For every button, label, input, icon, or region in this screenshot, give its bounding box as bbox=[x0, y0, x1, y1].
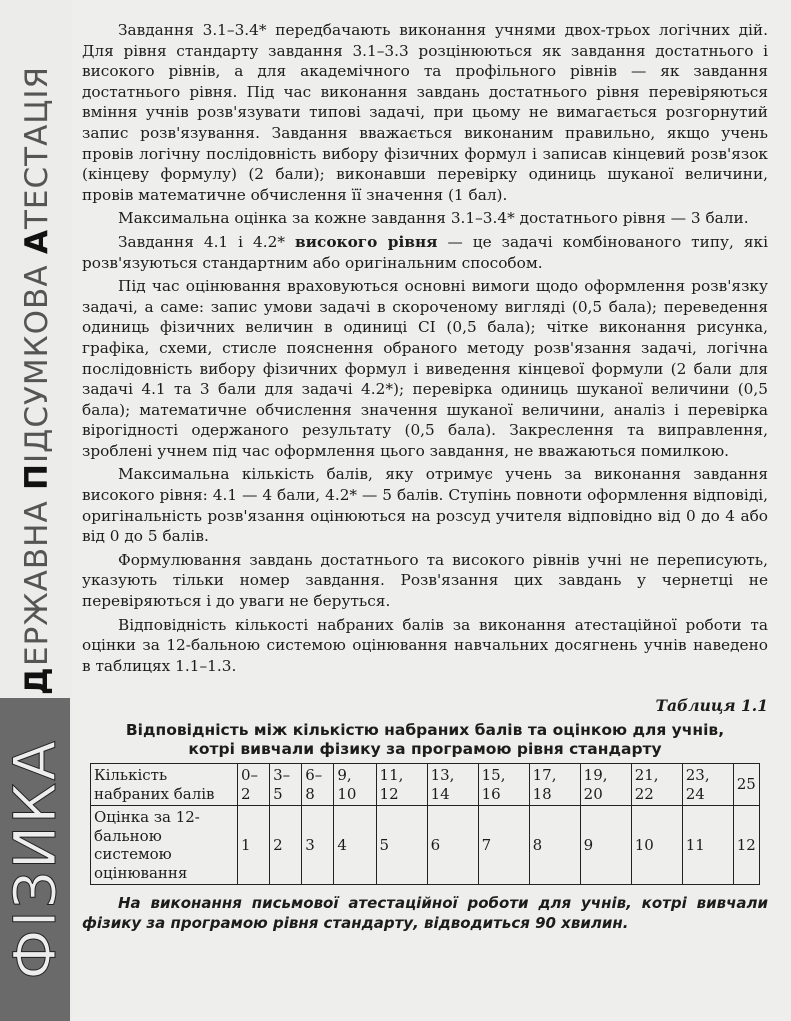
table-row-grade bbox=[91, 806, 760, 885]
table-cell: 9, 10 bbox=[334, 764, 376, 806]
paragraph-7: Відповідність кількості набраних балів за виконання атестаційної роботи та оцінки за 12-бальною системою оцінювання навчальних досягнень учнів наведено в таблицях 1.1–1.3. bbox=[82, 615, 768, 675]
page-content bbox=[82, 20, 768, 933]
table-title bbox=[82, 721, 768, 759]
table-cell: 15, 16 bbox=[478, 764, 529, 806]
table-cell: 11 bbox=[682, 806, 733, 885]
table-cell: 13, 14 bbox=[427, 764, 478, 806]
table-title-line-2: котрі вивчали фізику за програмою рівня стандарту bbox=[188, 740, 662, 758]
table-cell: 8 bbox=[529, 806, 580, 885]
paragraph-4: Під час оцінювання враховуються основні вимоги щодо оформлення розв'язку задачі, а саме: запис умови задачі в скороченому вигляді (0,5 бала); переведення одиниць фізичних величин в одиниці СІ (0,5 бала); чітке виконання рисунка, графіка, схеми, стисле пояснення обраного методу розв'язання задачі, логічна послідовність вибору фізичних формул і виведення кінцевої формули (2 бали для задачі 4.1 та 3 бали для задачі 4.2*); перевірка одиниць шуканої величини (0,5 бала); математичне обчислення значення шуканої величини, аналіз і перевірка вірогідності одержаного результату (0,5 бала). Закреслення та виправлення, зроблені учнем під час оформлення цього завдання, не вважаються помилкою. bbox=[82, 277, 768, 460]
table-cell: 7 bbox=[478, 806, 529, 885]
row-header-points: Кількість набраних балів bbox=[91, 764, 238, 806]
table-cell: 6–8 bbox=[302, 764, 334, 806]
table-cell: 23, 24 bbox=[682, 764, 733, 806]
time-note: На виконання письмової атестаційної роботи для учнів, котрі вивчали фізику за програмою рівня стандарту, відводиться 90 хвилин. bbox=[82, 894, 768, 932]
table-cell: 17, 18 bbox=[529, 764, 580, 806]
sidebar bbox=[0, 0, 72, 1021]
table-cell: 21, 22 bbox=[631, 764, 682, 806]
table-row-points bbox=[91, 764, 760, 806]
table-cell: 11, 12 bbox=[376, 764, 427, 806]
paragraph-3 bbox=[82, 232, 768, 273]
series-title bbox=[4, 0, 70, 695]
paragraph-3-start: Завдання 4.1 і 4.2* bbox=[118, 232, 296, 251]
table-title-line-1: Відповідність між кількістю набраних балів та оцінкою для учнів, bbox=[125, 721, 725, 739]
paragraph-1: Завдання 3.1–3.4* передбачають виконання учнями двох-трьох логічних дій. Для рівня стандарту завдання 3.1–3.3 розцінюються як завдання достатнього і високого рівнів, а для академічного та профільного рівнів — як завдання достатнього рівня. Під час виконання завдань достатнього рівня перевіряються вміння учнів розв'язувати типові задачі, при цьому не вимагається розгорнутий запис розв'язування. Завдання вважається виконаним правильно, якщо учень провів логічну послідовність вибору фізичних формул і записав кінцевий розв'язок (кінцеву формулу) (2 бали); виконавши перевірку одиниць шуканої величини, провів математичне обчислення її значення (1 бал). bbox=[82, 21, 768, 204]
table-caption: Таблиця 1.1 bbox=[655, 696, 768, 716]
subject-label: ФІЗИКА bbox=[1, 739, 69, 980]
table-cell: 12 bbox=[733, 806, 759, 885]
paragraph-5: Максимальна кількість балів, яку отримує учень за виконання завдання високого рівня: 4.1 — 4 бали, 4.2* — 5 балів. Ступінь повноти оформлення відповіді, оригінальність розв'язання оцінюються на розсуд учителя відповідно від 0 до 4 або від 0 до 5 балів. bbox=[82, 465, 768, 546]
table-cell: 10 bbox=[631, 806, 682, 885]
table-cell: 5 bbox=[376, 806, 427, 885]
paragraph-3-end: — це задачі комбінованого типу, які розв'язуються стандартним або оригінальним способом. bbox=[82, 232, 768, 272]
paragraph-3-bold: високого рівня bbox=[295, 232, 438, 251]
table-cell: 4 bbox=[334, 806, 376, 885]
series-title-cap-1: Д bbox=[19, 666, 55, 695]
table-cell: 19, 20 bbox=[580, 764, 631, 806]
subject-band bbox=[0, 698, 70, 1021]
table-cell: 3 bbox=[302, 806, 334, 885]
series-title-word-2: ІДСУМКОВА bbox=[19, 264, 55, 463]
table-cell: 0–2 bbox=[238, 764, 270, 806]
series-title-cap-3: А bbox=[19, 228, 55, 254]
table-cell: 3–5 bbox=[270, 764, 302, 806]
series-title-cap-2: П bbox=[19, 462, 55, 490]
table-cell: 9 bbox=[580, 806, 631, 885]
table-cell: 2 bbox=[270, 806, 302, 885]
paragraph-2: Максимальна оцінка за кожне завдання 3.1–3.4* достатнього рівня — 3 бали. bbox=[118, 209, 749, 228]
series-title-word-3: ТЕСТАЦІЯ bbox=[19, 65, 55, 229]
score-table bbox=[90, 763, 760, 885]
row-header-grade: Оцінка за 12-бальною системою оцінювання bbox=[91, 806, 238, 885]
series-title-word-1: ЕРЖАВНА bbox=[19, 500, 55, 667]
table-cell: 1 bbox=[238, 806, 270, 885]
table-cell: 25 bbox=[733, 764, 759, 806]
paragraph-6: Формулювання завдань достатнього та високого рівнів учні не переписують, указують тільки номер завдання. Розв'язання цих завдань у чернетці не перевіряються і до уваги не беруться. bbox=[82, 550, 768, 611]
table-cell: 6 bbox=[427, 806, 478, 885]
